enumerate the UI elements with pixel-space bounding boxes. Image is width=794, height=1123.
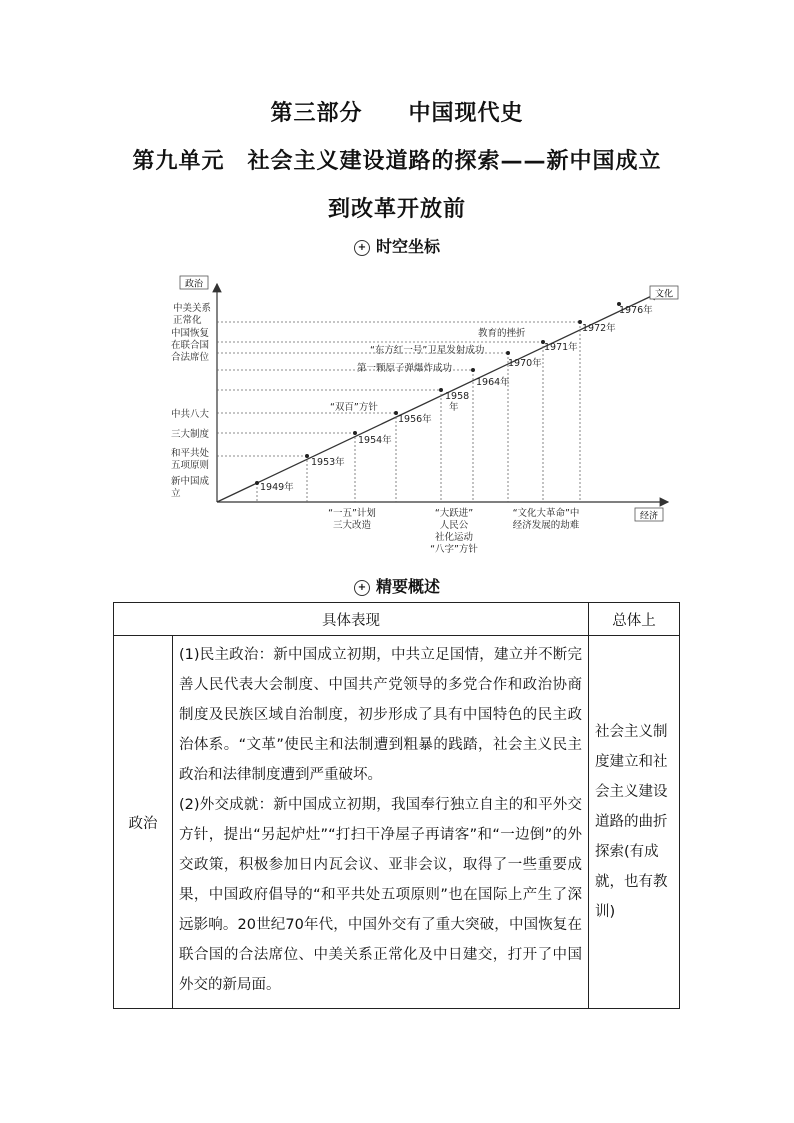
section-bullet-icon: + (354, 580, 370, 596)
economy-label: “文化大革命”中 (512, 508, 580, 519)
politics-label: 正常化 (173, 315, 202, 326)
politics-label: 三大制度 (171, 429, 210, 440)
year-label: 1953年 (311, 457, 345, 468)
politics-label: 合法席位 (171, 352, 210, 363)
year-label: 1964年 (476, 377, 510, 388)
politics-label: 五项原则 (171, 460, 210, 471)
culture-axis-label: 文化 (654, 289, 674, 300)
year-label: 1972年 (582, 323, 616, 334)
section-summary-heading: + 精要概述 (0, 574, 794, 597)
year-label: 1954年 (358, 435, 392, 446)
detail-cell (173, 636, 589, 1009)
section-bullet-icon: + (354, 240, 370, 256)
summary-cell: 社会主义制度建立和社会主义建设道路的曲折探索(有成就，也有教训) (589, 636, 680, 1009)
y-axis-label: 政治 (184, 279, 204, 290)
economy-label: “一五”计划 (328, 508, 376, 519)
economy-label: 三大改造 (332, 520, 372, 531)
politics-label: 立 (171, 488, 181, 499)
culture-event-label: 第一颗原子弹爆炸成功 (357, 363, 453, 374)
economy-label: 人民公 (439, 520, 469, 531)
economy-label: 经济发展的劫难 (512, 520, 580, 531)
part-title: 第三部分 中国现代史 (270, 101, 524, 126)
politics-label: 新中国成 (171, 476, 210, 487)
unit-title-line1: 第九单元 社会主义建设道路的探索——新中国成立 (132, 149, 662, 174)
year-label: 1976年 (619, 305, 653, 316)
year-label: 1970年 (508, 358, 542, 369)
section-timeline-heading: + 时空坐标 (0, 234, 794, 257)
timeline-diagram (0, 262, 794, 602)
year-label: 1956年 (398, 414, 432, 425)
detail-paragraph: (2)外交成就：新中国成立初期，我国奉行独立自主的和平外交方针，提出“另起炉灶”“打扫干净屋子再请客”和“一边倒”的外交政策，积极参加日内瓦会议、亚非会议，取得了一些重要成果，中国政府倡导的“和平共处五项原则”也在国际上产生了深远影响。20世纪70年代，中国外交有了重大突破，中国恢复在联合国的合法席位、中美关系正常化及中日建交，打开了中国外交的新局面。 (179, 797, 582, 993)
year-label: 1958 (445, 391, 470, 402)
table-row (114, 636, 680, 1009)
politics-label: 中美关系 (173, 303, 212, 314)
year-label: 年 (449, 402, 459, 413)
culture-event-label: 教育的挫折 (478, 328, 526, 339)
economy-label: “大跃进” (434, 508, 474, 519)
economy-label: 社化运动 (434, 532, 474, 543)
culture-event-label: “东方红一号”卫星发射成功 (370, 345, 485, 356)
header-detail: 具体表现 (114, 603, 589, 636)
category-cell: 政治 (114, 636, 173, 1009)
table-header-row (114, 603, 680, 636)
unit-title-line2: 到改革开放前 (327, 197, 466, 222)
header-overall: 总体上 (589, 603, 680, 636)
year-label: 1949年 (260, 482, 294, 493)
politics-label: 在联合国 (171, 340, 210, 351)
economy-label: “八字”方针 (430, 544, 478, 555)
politics-label: 中共八大 (171, 409, 210, 420)
summary-table (113, 602, 680, 1009)
detail-paragraph: (1)民主政治：新中国成立初期，中共立足国情，建立并不断完善人民代表大会制度、中国共产党领导的多党合作和政治协商制度及民族区域自治制度，初步形成了具有中国特色的民主政治体系。“文革”使民主和法制遭到粗暴的践踏，社会主义民主政治和法律制度遭到严重破坏。 (179, 647, 582, 783)
politics-label: 和平共处 (171, 448, 210, 459)
politics-label: 中国恢复 (171, 328, 210, 339)
year-label: 1971年 (544, 342, 578, 353)
x-axis-label: 经济 (639, 511, 659, 522)
culture-event-label: “双百”方针 (330, 402, 378, 413)
